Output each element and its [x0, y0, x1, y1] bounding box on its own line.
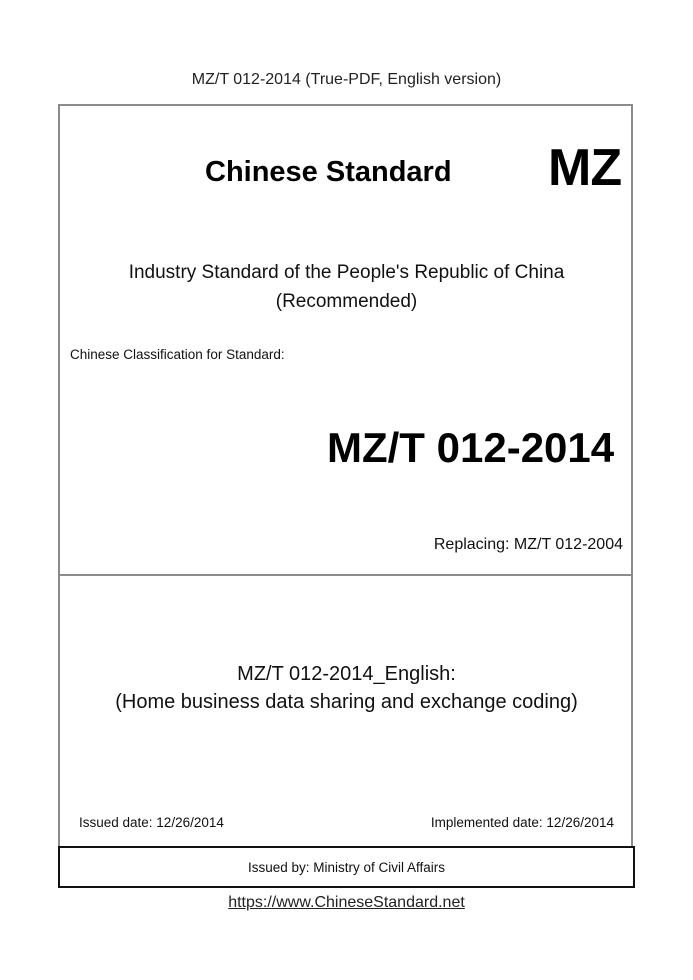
issuer-box [58, 846, 635, 888]
industry-line-2: (Recommended) [275, 291, 418, 312]
cover-divider [58, 574, 633, 576]
document-title-line-2: (Home business data sharing and exchange coding) [115, 691, 578, 713]
standard-number: MZ/T 012-2014 [327, 424, 615, 471]
document-title [58, 660, 635, 716]
industry-standard-label [58, 258, 635, 316]
industry-line-1: Industry Standard of the People's Republic of China [128, 262, 565, 283]
footer [0, 894, 693, 912]
standard-code-mark: MZ [548, 139, 622, 197]
document-title-line-1: MZ/T 012-2014_English: [237, 663, 456, 685]
cover-frame [58, 104, 633, 846]
classification-label: Chinese Classification for Standard: [70, 347, 285, 362]
issued-by: Issued by: Ministry of Civil Affairs [247, 859, 446, 875]
implemented-date: Implemented date: 12/26/2014 [430, 815, 614, 830]
replacing-note: Replacing: MZ/T 012-2004 [433, 536, 623, 553]
cover-heading: Chinese Standard [205, 156, 452, 188]
issued-date: Issued date: 12/26/2014 [79, 815, 224, 830]
website-link[interactable]: https://www.ChineseStandard.net [228, 894, 465, 911]
page-header: MZ/T 012-2014 (True-PDF, English version) [191, 71, 502, 88]
